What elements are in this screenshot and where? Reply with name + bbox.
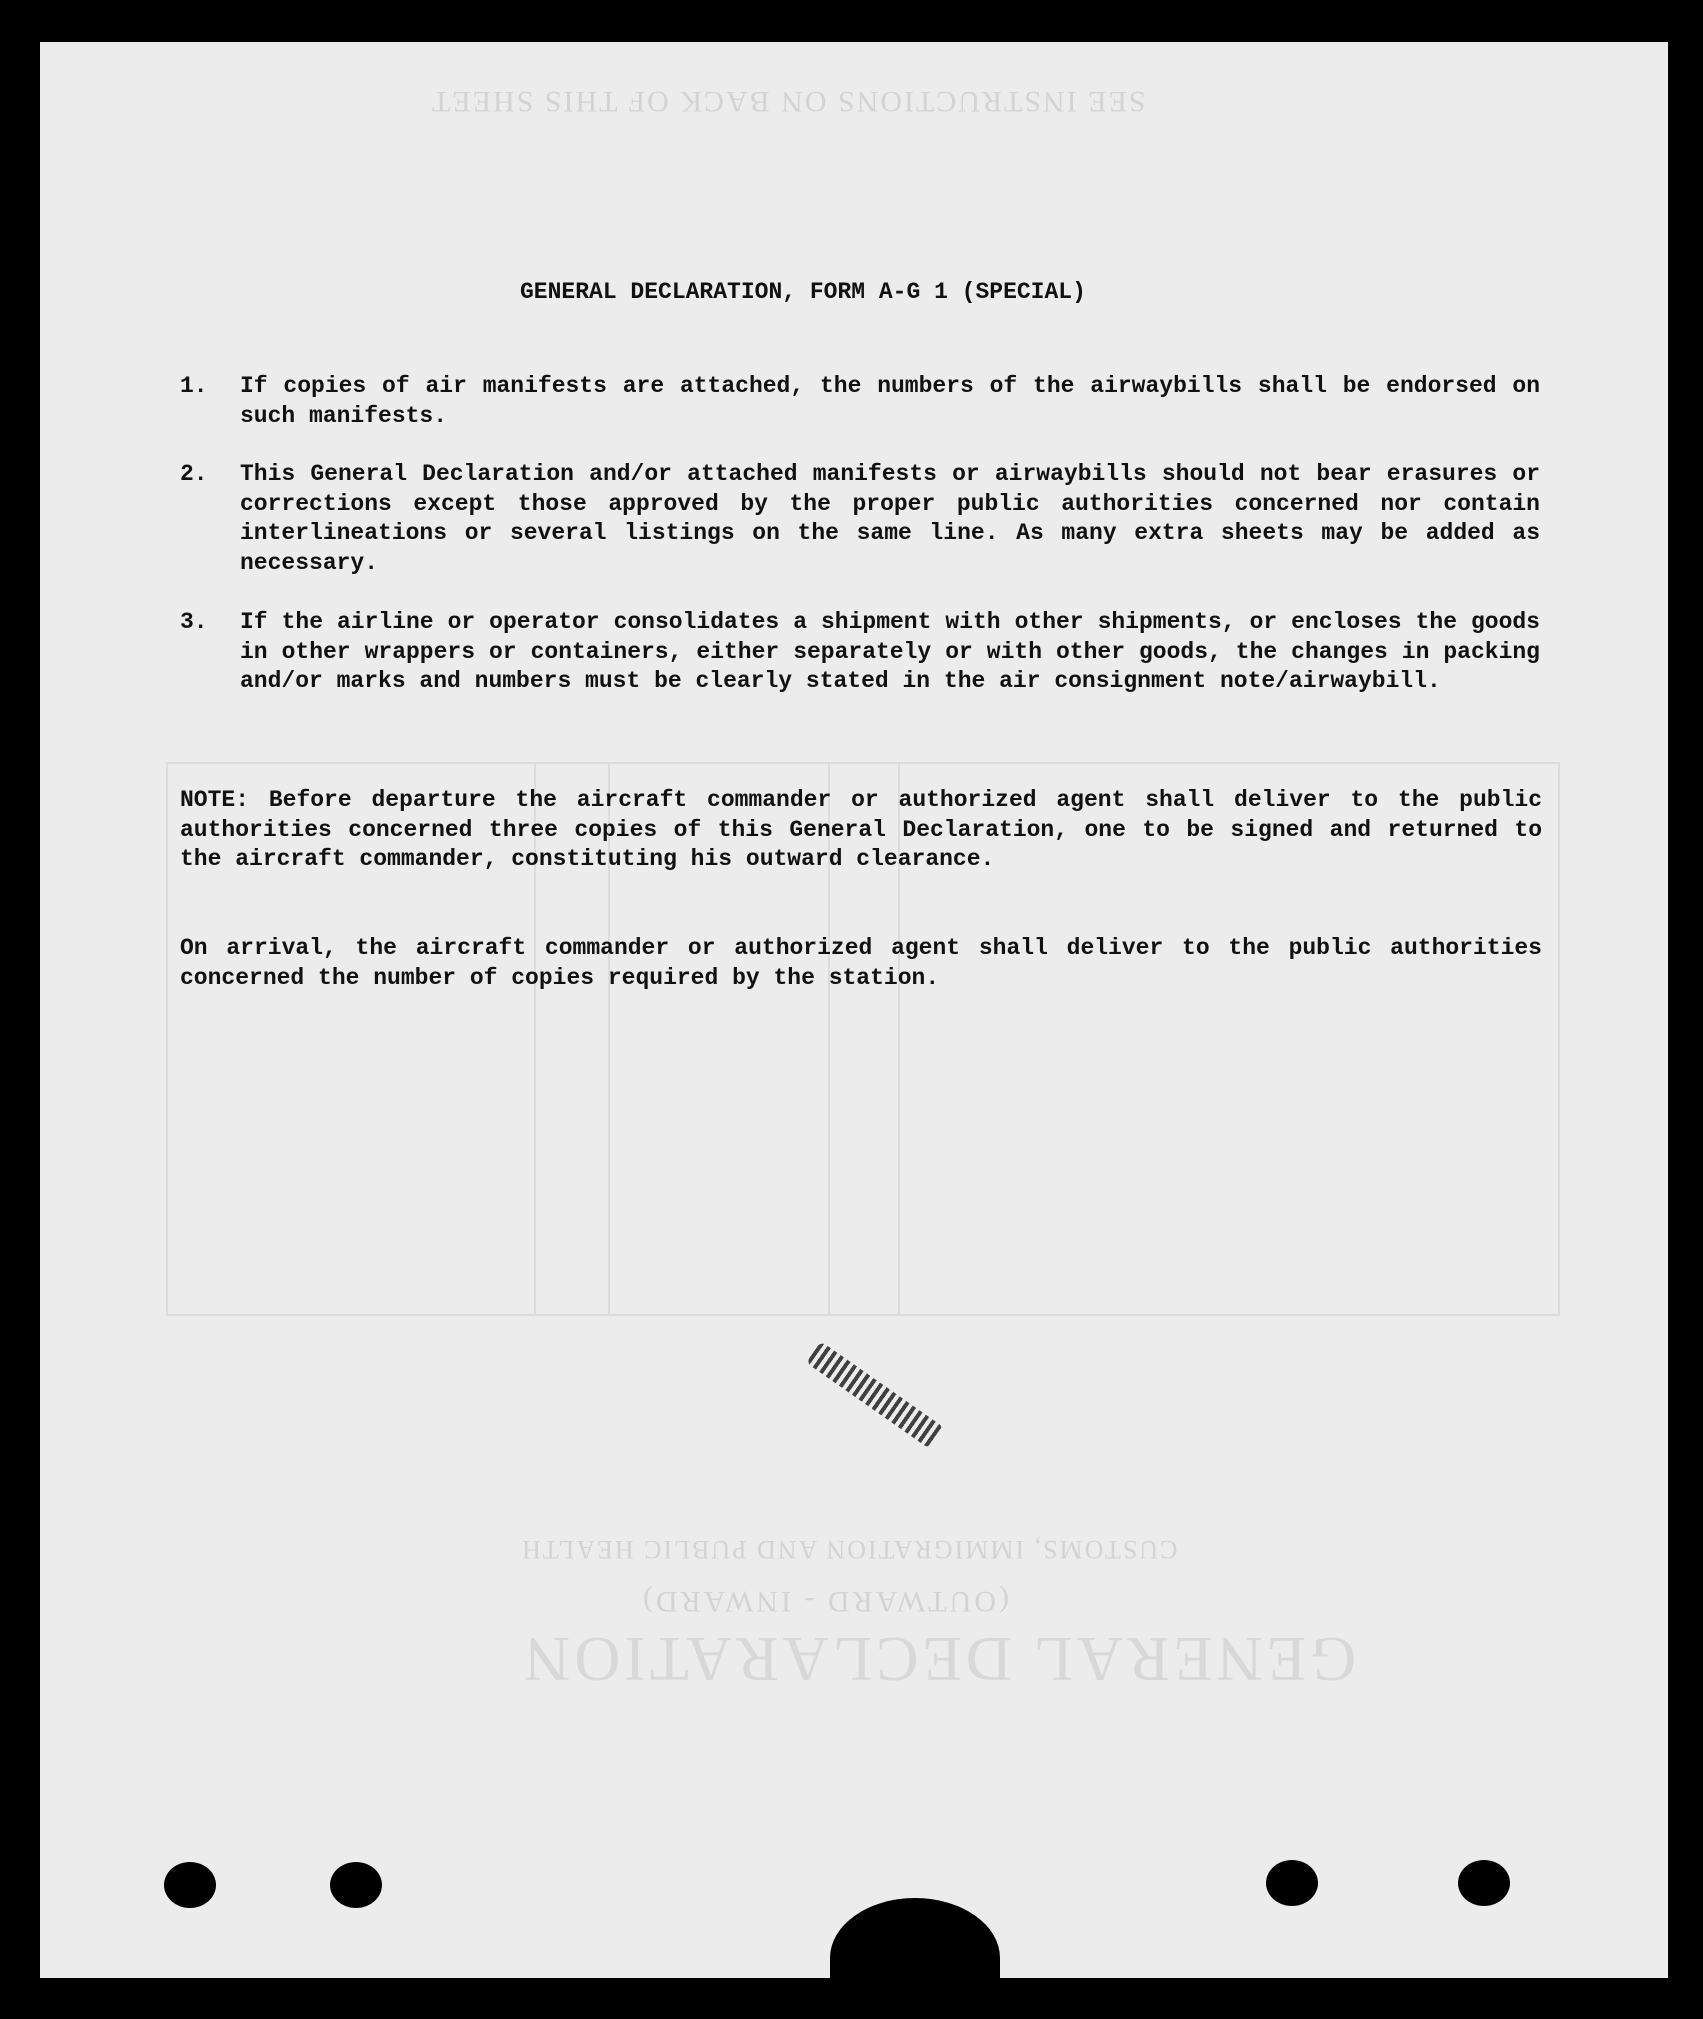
document-title: GENERAL DECLARATION, FORM A-G 1 (SPECIAL) — [520, 279, 1086, 305]
note-paragraph: NOTE: Before departure the aircraft commander or authorized agent shall deliver to the public authorities concerned three copies of this General Declaration, one to be signed and returned to the aircraft commander, constituting his outward clearance. — [180, 787, 1542, 872]
bleed-through-subtitle: (OUTWARD - INWARD) — [640, 1585, 1009, 1618]
punch-hole — [164, 1862, 216, 1908]
item-number: 2. — [180, 461, 208, 487]
punch-hole — [1266, 1860, 1318, 1906]
item-number: 1. — [180, 373, 208, 399]
document-page — [40, 42, 1668, 1978]
bleed-through-header: SEE INSTRUCTIONS ON BACK OF THIS SHEET — [430, 85, 1146, 118]
item-number: 3. — [180, 609, 208, 635]
item-text: This General Declaration and/or attached manifests or airwaybills should not bear erasures or corrections except those approved by the proper public authorities concerned nor contain interlineations or several listings on the same line. As many extra sheets may be added as necessary. — [240, 461, 1540, 576]
binding-notch — [830, 1898, 1000, 1978]
punch-hole — [1458, 1860, 1510, 1906]
list-item — [180, 608, 1540, 697]
list-item — [180, 372, 1540, 431]
bleed-through-line-text: CUSTOMS, IMMIGRATION AND PUBLIC HEALTH — [520, 1535, 1178, 1564]
item-text: If copies of air manifests are attached, the numbers of the airwaybills shall be endorsed on such manifests. — [240, 373, 1540, 429]
punch-hole — [330, 1862, 382, 1908]
item-text: If the airline or operator consolidates a shipment with other shipments, or encloses the goods in other wrappers or containers, either separately or with other goods, the changes in packing and/or marks and numbers must be clearly stated in the air consignment note/airwaybill. — [240, 609, 1540, 694]
ink-smudge — [806, 1341, 944, 1448]
bleed-through-title: GENERAL DECLARATION — [520, 1624, 1357, 1695]
list-item — [180, 460, 1540, 578]
arrival-paragraph: On arrival, the aircraft commander or authorized agent shall deliver to the public authorities concerned the number of copies required by the station. — [180, 935, 1542, 991]
